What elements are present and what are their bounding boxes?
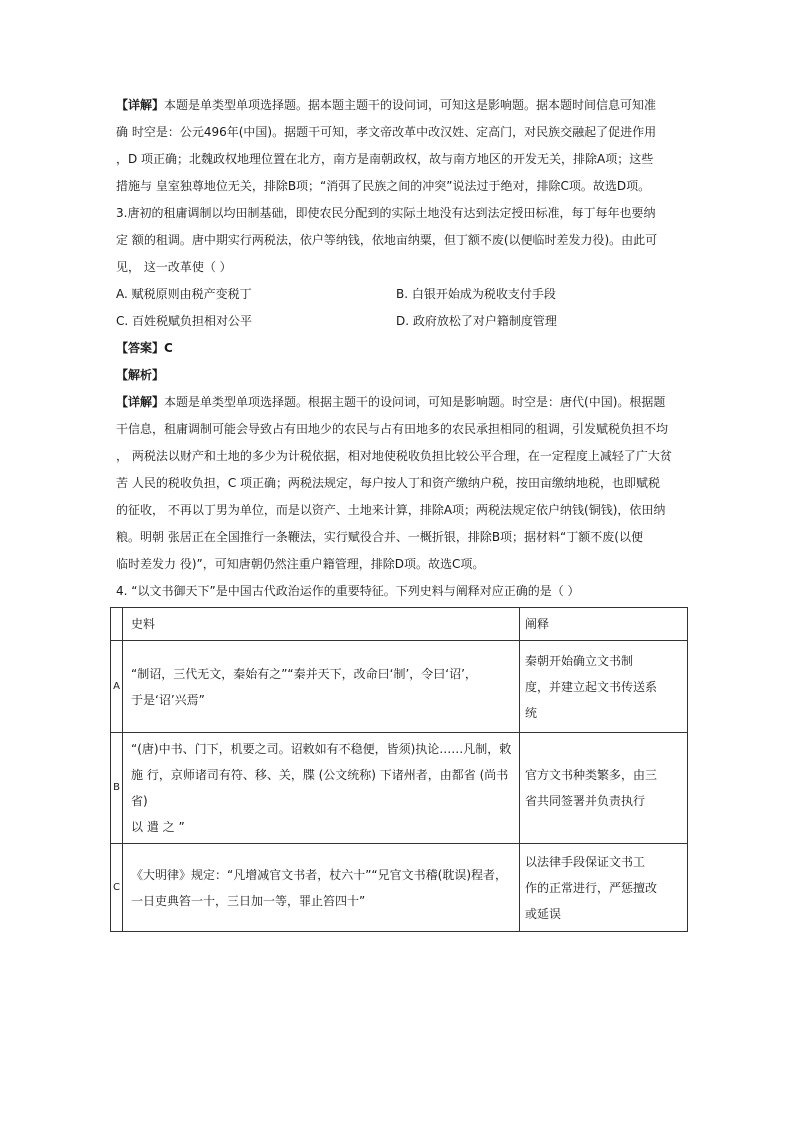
q4-table [110,607,688,932]
header-source: 史料 [123,608,520,641]
q4-stem: 4. “以文书御天下”是中国古代政治运作的重要特征。下列史料与阐释对应正确的是（ ） [116,584,580,598]
row-a-explain: 秦朝开始确立文书制 度，并建立起文书传送系 统 [520,641,688,733]
q3-option-d: D. 政府放松了对户籍制度管理 [396,314,557,328]
table-row-b [111,733,688,844]
table-row-c [111,844,688,932]
row-c-explain: 以法律手段保证文书工 作的正常进行，严惩擅改 或延误 [520,844,688,932]
q2-detail-label: 【详解】 [116,98,165,112]
q2-detail-line-2: 确 时空是：公元496年(中国)。据题干可知，孝文帝改革中改汉姓、定高门，对民族交融起了促进作用 [116,125,657,139]
q3-options-row-1 [116,281,688,308]
q2-detail-line-4: 措施与 皇室独尊地位无关，排除B项；“消弭了民族之间的冲突”说法过于绝对，排除C项。故选D项。 [116,179,651,193]
table-row-a [111,641,688,733]
row-b-source: “(唐)中书、门下，机要之司。诏敕如有不稳便，皆须)执论……凡制，敕 施 行，京师诸司有符、移、关，牒 (公文统称) 下诸州者，由都省 (尚书省) 以 遣 之 ” [123,733,520,844]
row-b-explain: 官方文书种类繁多，由三 省共同签署并负责执行 [520,733,688,844]
q3-detail-line-5: 的征收， 不再以丁男为单位，而是以资产、土地来计算，排除A项；两税法规定依户纳钱(铜钱)，依田纳 [116,503,666,517]
table-header-blank [111,608,123,641]
q3-option-a: A. 赋税原则由税产变税丁 [116,287,252,301]
document-body [116,92,688,605]
q3-detail-line-6: 粮。明朝 张居正在全国推行一条鞭法，实行赋役合并、一概折银，排除B项；据材料“丁额不废(以便 [116,530,643,544]
q2-detail-line-1: 【详解】本题是单类型单项选择题。据本题主题干的设问词，可知这是影响题。据本题时间信息可知准 [116,98,657,112]
q2-detail-line-3: ，D 项正确；北魏政权地理位置在北方，南方是南朝政权，故与南方地区的开发无关，排除A项；这些 [116,152,654,166]
q3-stem-line-1: 3.唐初的租庸调制以均田制基础，即使农民分配到的实际土地没有达到法定授田标准，每丁每年也要纳 [116,206,656,220]
q3-detail-line-2: 干信息，租庸调制可能会导致占有田地少的农民与占有田地多的农民承担相同的租调，引发赋税负担不均 [116,422,669,436]
q3-detail-line-1: 【详解】本题是单类型单项选择题。根据主题干的设问词，可知是影响题。时空是：唐代(中国)。根据题 [116,395,666,409]
q3-analysis-label: 【解析】 [116,368,165,382]
row-c-source: 《大明律》规定：“凡增减官文书者，杖六十”“兄官文书稽(耽误)程者， 一日吏典笞一十，三日加一等，罪止笞四十” [123,844,520,932]
q3-detail-label: 【详解】 [116,395,165,409]
q3-option-c: C. 百姓税赋负担相对公平 [116,314,253,328]
header-explain: 阐释 [520,608,688,641]
q3-detail-line-4: 苦 人民的税收负担，C 项正确；两税法规定，每户按人丁和资产缴纳户税，按田亩缴纳地税，也即赋税 [116,476,661,490]
row-b-letter: B [111,733,123,844]
row-a-source: “制诏，三代无文，秦始有之”“秦并天下，改命曰‘制’，令曰‘诏’， 于是‘诏’兴焉” [123,641,520,733]
q3-stem-line-3: 见， 这一改革使（ ） [116,260,232,274]
q3-stem-line-2: 定 额的租调。唐中期实行两税法，依户等纳钱，依地亩纳粟，但丁额不废(以便临时差发力役)。由此可 [116,233,658,247]
q3-detail-line-3: ， 两税法以财产和土地的多少为计税依据，相对地使税收负担比较公平合理，在一定程度上减轻了广大贫 [116,449,672,463]
q3-answer: 【答案】C [116,341,173,355]
row-a-letter: A [111,641,123,733]
q3-detail-line-7: 临时差发力 役)”，可知唐朝仍然注重户籍管理，排除D项。故选C项。 [116,557,485,571]
q3-option-b: B. 白银开始成为税收支付手段 [396,287,556,301]
row-c-letter: C [111,844,123,932]
q4-table-header [111,608,688,641]
q3-options-row-2 [116,308,688,335]
